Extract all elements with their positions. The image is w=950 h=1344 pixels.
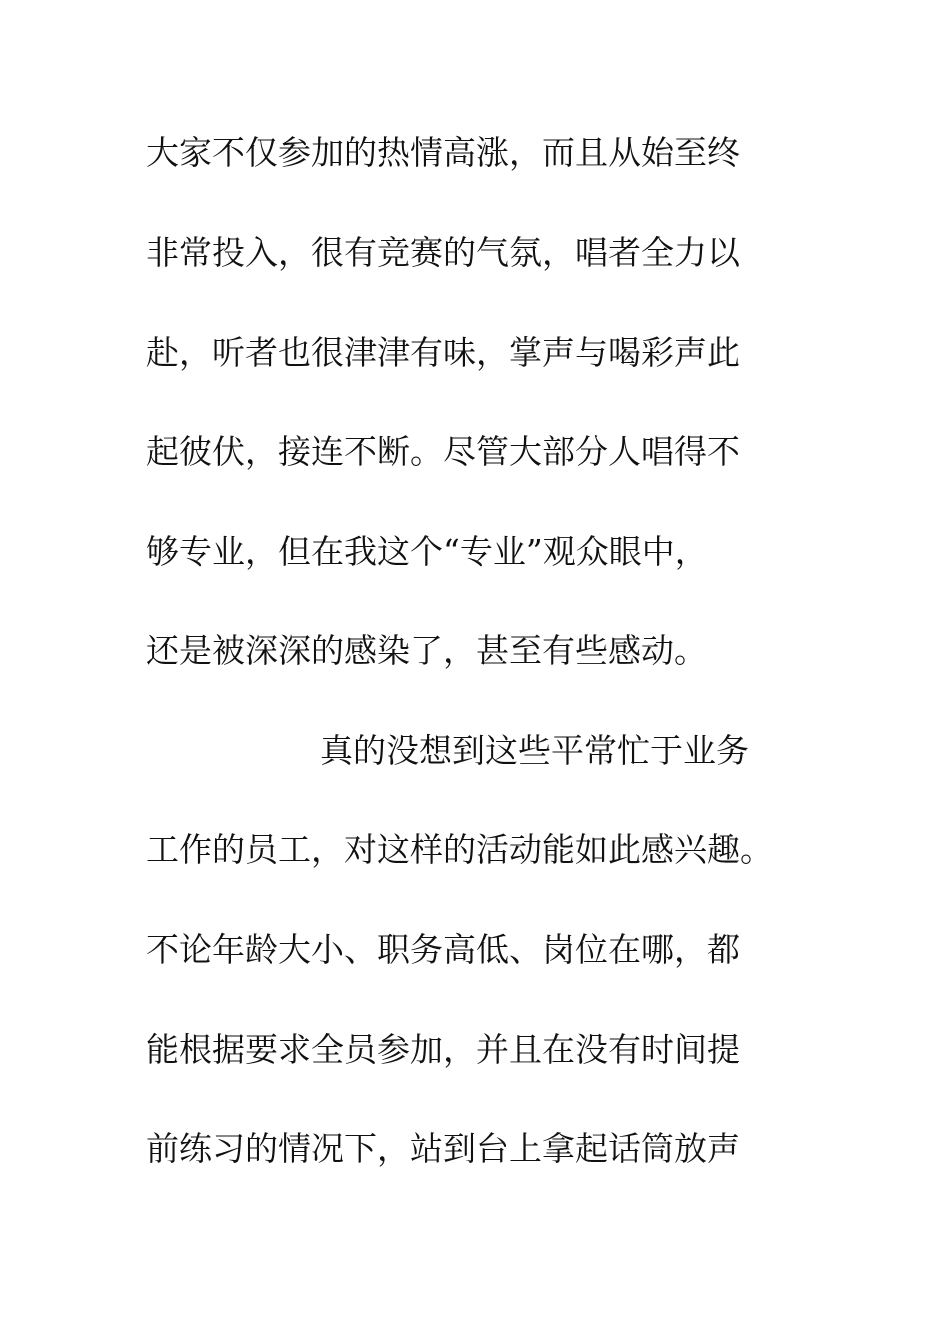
- text-line: 非常投入，很有竞赛的气氛，唱者全力以: [146, 233, 740, 272]
- text-line: 不论年龄大小、职务高低、岗位在哪，都: [146, 930, 740, 969]
- paragraph-start-line: 真的没想到这些平常忙于业务: [320, 731, 749, 770]
- text-line: 够专业，但在我这个“专业”观众眼中，: [146, 532, 708, 571]
- text-line: 大家不仅参加的热情高涨，而且从始至终: [146, 133, 740, 172]
- text-line: 前练习的情况下，站到台上拿起话筒放声: [146, 1129, 740, 1168]
- text-line: 还是被深深的感染了，甚至有些感动。: [146, 631, 707, 670]
- text-line: 能根据要求全员参加，并且在没有时间提: [146, 1030, 740, 1069]
- text-line: 起彼伏，接连不断。尽管大部分人唱得不: [146, 432, 740, 471]
- text-line: 赴，听者也很津津有味，掌声与喝彩声此: [146, 333, 740, 372]
- text-line: 工作的员工，对这样的活动能如此感兴趣。: [146, 830, 773, 869]
